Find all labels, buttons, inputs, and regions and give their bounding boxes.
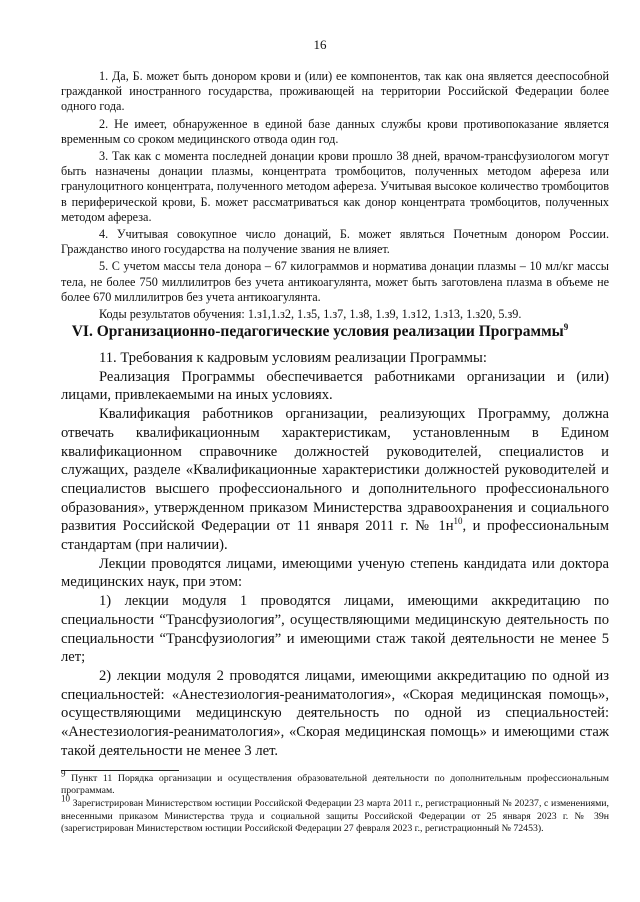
section-heading [0, 323, 640, 341]
footnote-9 [61, 768, 609, 797]
footnote-10-mark: 10 [61, 794, 70, 805]
answers-block [61, 69, 609, 324]
paragraph-implementation: Реализация Программы обеспечивается работниками организации и (или) лицами, привлекаемыми на иных условиях. [61, 368, 609, 404]
paragraph-module-2: 2) лекции модуля 2 проводятся лицами, имеющими аккредитацию по одной из специальностей: «Анестезиология-реаниматология», «Скорая медицинская помощь», осуществляющими медицинскую деятельность по одной из специальностей: «Анестезиология-реаниматология», «Скорая медицинская помощь» и имеющими стаж такой деятельности не менее 3 лет. [61, 667, 609, 759]
answer-5: 5. С учетом массы тела донора – 67 килограммов и норматива донации плазмы – 10 мл/кг массы тела, не более 750 миллилитров без учета антикоагулянта, может быть заготовлена плазма в объеме не более 670 миллилитров без учета антикоагулянта. [61, 259, 609, 304]
footnote-ref-10[interactable]: 10 [453, 516, 463, 527]
outcome-codes: Коды результатов обучения: 1.з1,1.з2, 1.з5, 1.з7, 1.з8, 1.з9, 1.з12, 1.з13, 1.з20, 5.з9. [99, 307, 522, 322]
answer-4: 4. Учитывая совокупное число донаций, Б. может являться Почетным донором России. Гражданство иного государства на получение звания не влияет. [61, 227, 609, 257]
answer-3: 3. Так как с момента последней донации крови прошло 38 дней, врачом-трансфузиологом могут быть назначены донации плазмы, концентрата тромбоцитов, полученных методом афереза или гранулоцитного концентрата, полученного методом афереза. Учитывая высокое количество тромбоцитов в периферической крови, Б. может рассматриваться как донор концентрата тромбоцитов, полученных методом афереза. [61, 149, 609, 224]
section-title: VI. Организационно-педагогические условия реализации Программы [71, 323, 564, 340]
footnote-10 [61, 794, 609, 835]
footnotes [61, 768, 609, 836]
qualification-text: Квалификация работников организации, реализующих Программу, должна отвечать квалификационным характеристикам, установленным в Едином квалификационном справочнике должностей руководителей, специалистов и служащих, разделе «Квалификационные характеристики должностей руководителей и специалистов высшего профессионального и дополнительного профессионального образования», утвержденном приказом Министерства здравоохранения и социального развития Российской Федерации от 11 января 2011 г. № 1н [61, 406, 609, 535]
answer-2: 2. Не имеет, обнаруженное в единой базе данных службы крови противопоказание является временным со сроком медицинского отвода один год. [61, 116, 609, 146]
footnote-separator [61, 770, 179, 771]
answer-1: 1. Да, Б. может быть донором крови и (или) ее компонентов, так как она является дееспособной гражданкой иностранного государства, проживающей на территории Российской Федерации более одного года. [61, 69, 609, 114]
footnote-9-text: Пункт 11 Порядка организации и осуществления образовательной деятельности по дополнительным профессиональным программам. [61, 773, 609, 797]
paragraph-lectures: Лекции проводятся лицами, имеющими ученую степень кандидата или доктора медицинских наук, при этом: [61, 555, 609, 591]
paragraph-qualification [61, 405, 609, 555]
paragraph-module-1: 1) лекции модуля 1 проводятся лицами, имеющими аккредитацию по специальности “Трансфузиология”, осуществляющими медицинскую деятельность по специальности “Трансфузиология” и имеющими стаж такой деятельности не менее 5 лет; [61, 593, 609, 666]
footnote-ref-9[interactable]: 9 [563, 321, 569, 332]
qualification-text-end: , и профессиональным стандартам (при наличии). [61, 518, 609, 554]
staff-requirements-heading: 11. Требования к кадровым условиям реализации Программы: [99, 350, 487, 366]
footnote-9-mark: 9 [61, 768, 66, 779]
page-number: 16 [313, 37, 327, 52]
footnote-10-text: Зарегистрирован Министерством юстиции Российской Федерации 23 марта 2011 г., регистрационный № 20237, с изменениями, внесенными приказом Министерства труда и социальной защиты Российской Федерации от 25 января 2023 г. № 39н (зарегистрирован Министерством юстиции Российской Федерации 27 февраля 2023 г., регистрационный № 72453). [61, 798, 609, 834]
body-block [61, 349, 609, 760]
